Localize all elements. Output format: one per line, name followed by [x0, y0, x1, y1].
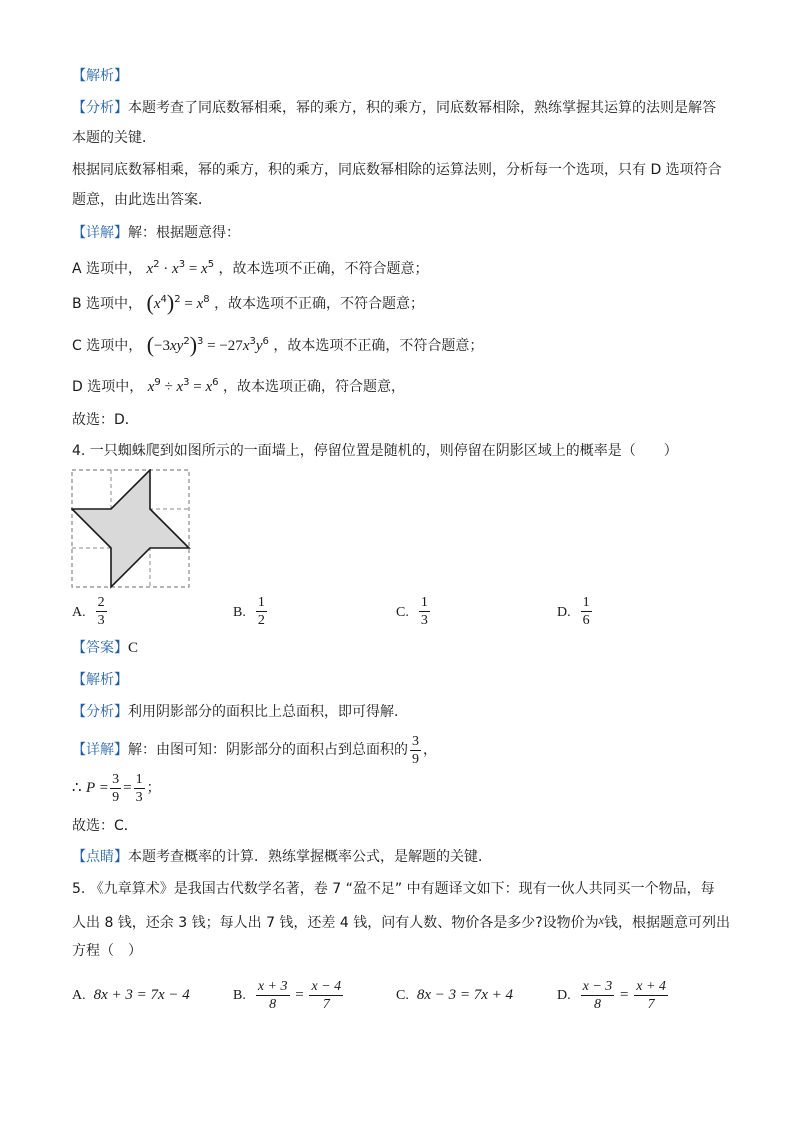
- q5-variable-x: x: [598, 913, 604, 927]
- q3-analysis-line-1: [72, 98, 716, 118]
- q4-dianjing-text: 本题考查概率的计算．熟练掌握概率公式，是解题的关键．: [128, 849, 492, 865]
- q5-option-b-right-fraction: $\frac{x - 4}{7}$: [311, 978, 342, 1012]
- q5-option-a-equation: 8x + 3 = 7x − 4: [93, 987, 190, 1003]
- q4-dianjing-tag: 【点睛】: [72, 849, 128, 865]
- q3-option-b-line: [72, 290, 424, 314]
- q4-option-d: D. $\frac{1}{6}$: [557, 595, 590, 628]
- q3-option-d-formula: $x^9 \div x^3 = x^6$: [147, 377, 219, 395]
- q4-option-c-fraction: $\frac{1}{3}$: [420, 595, 428, 628]
- q4-option-b: B. $\frac{1}{2}$: [233, 595, 265, 628]
- q4-xiangjie-text: 解：由图可知：阴影部分的面积占到总面积的: [128, 742, 408, 758]
- q4-stem: 4. 一只蜘蛛爬到如图所示的一面墙上，停留位置是随机的，则停留在阴影区域上的概率是（ ）: [72, 443, 678, 459]
- q3-answer: 故选：D．: [72, 412, 139, 428]
- q3-fenxi-text: 本题考查了同底数幂相乘，幂的乘方，积的乘方，同底数幂相除，熟练掌握其运算的法则是解答: [128, 100, 716, 116]
- q5-stem-line-2: 人出 8 钱，还余 3 钱；每人出 7 钱，还差 4 钱，问有人数、物价各是多少?设物价为x钱，根据题意可列出: [72, 913, 730, 931]
- q3-option-b-suffix: ，故本选项不正确，不符合题意；: [214, 296, 425, 312]
- q4-option-c: C. $\frac{1}{3}$: [396, 595, 428, 628]
- q3-option-a-formula: $x^2 \cdot x^3 = x^5$: [146, 259, 215, 277]
- q3-option-a-prefix: A 选项中，: [72, 261, 143, 277]
- q5-option-a: A. 8x + 3 = 7x − 4: [72, 987, 190, 1003]
- q4-fenxi-text: 利用阴影部分的面积比上总面积，即可得解．: [128, 704, 408, 720]
- q3-option-b-formula: $(x^4)^2 = x^8$: [146, 290, 210, 315]
- q3-fenxi-tag: 【分析】: [72, 100, 128, 116]
- q3-xiangjie-text: 解：根据题意得：: [128, 225, 240, 241]
- q4-answer: 故选：C．: [72, 818, 138, 834]
- q5-stem-line-3: 方程（ ）: [72, 943, 142, 959]
- q3-analysis-line-2: 本题的关键．: [72, 130, 156, 146]
- q3-option-c-line: [72, 332, 483, 356]
- q5-option-b-left-fraction: $\frac{x + 3}{8}$: [257, 978, 288, 1012]
- q3-detail-line: [72, 223, 240, 243]
- q4-option-a-fraction: $\frac{2}{3}$: [97, 595, 105, 628]
- q5-option-d-right-fraction: $\frac{x + 4}{7}$: [636, 978, 666, 1012]
- q5-option-d: D. $\frac{x - 3}{8}$ = $\frac{x + 4}{7}$: [557, 978, 666, 1012]
- q3-option-c-formula: $(-3xy^2)^3 = -27x^3y^6$: [146, 332, 269, 357]
- q3-analysis-line-3: 根据同底数幂相乘，幂的乘方，积的乘方，同底数幂相除的运算法则，分析每一个选项，只有 D 选项符合: [72, 162, 722, 178]
- q5-option-b: B. $\frac{x + 3}{8}$ = $\frac{x - 4}{7}$: [233, 978, 342, 1012]
- q5-stem-line-1: 5. 《九章算术》是我国古代数学名著，卷 7 “盈不足” 中有题译文如下：现有一伙人共同买一个物品，每: [72, 881, 715, 897]
- q4-result-fraction: $\frac{1}{3}$: [135, 771, 143, 805]
- q4-probability-line: ∴ P = $\frac{3}{9}$ = $\frac{1}{3}$ ；: [72, 771, 161, 805]
- q4-detail-line: 【详解】解：由图可知：阴影部分的面积占到总面积的 $\frac{3}{9}$ ，: [72, 733, 437, 767]
- q5-option-c: C. 8x − 3 = 7x + 4: [396, 987, 514, 1003]
- q4-jiexi-heading: 【解析】: [72, 672, 128, 688]
- q4-fenxi-tag: 【分析】: [72, 704, 128, 720]
- q4-area-fraction: $\frac{3}{9}$: [412, 733, 419, 767]
- q4-option-b-fraction: $\frac{1}{2}$: [257, 595, 265, 628]
- q3-option-a-suffix: ，故本选项不正确，不符合题意；: [218, 261, 429, 277]
- q4-dianjing-line: [72, 847, 492, 867]
- q4-option-d-fraction: $\frac{1}{6}$: [582, 595, 590, 628]
- q4-daan-tag: 【答案】: [72, 640, 128, 656]
- q3-option-d-line: [72, 373, 405, 397]
- q4-answer-line: [72, 638, 138, 658]
- q3-option-a-line: [72, 255, 429, 279]
- q3-option-c-suffix: ，故本选项不正确，不符合题意；: [273, 338, 484, 354]
- q3-option-d-suffix: ，故本选项正确，符合题意，: [222, 379, 405, 395]
- q4-option-a: A. $\frac{2}{3}$: [72, 595, 105, 628]
- shaded-star-shape: [72, 470, 189, 587]
- q4-analysis-line: [72, 702, 408, 722]
- q4-p-fraction: $\frac{3}{9}$: [112, 771, 120, 805]
- q5-option-c-equation: 8x − 3 = 7x + 4: [416, 987, 514, 1003]
- q3-analysis-line-4: 题意，由此选出答案．: [72, 192, 212, 208]
- q3-option-c-prefix: C 选项中，: [72, 338, 143, 354]
- q4-star-figure: [71, 469, 193, 591]
- q3-option-d-prefix: D 选项中，: [72, 379, 144, 395]
- q5-option-d-left-fraction: $\frac{x - 3}{8}$: [582, 978, 613, 1012]
- q4-xiangjie-tag: 【详解】: [72, 742, 128, 758]
- q3-xiangjie-tag: 【详解】: [72, 225, 128, 241]
- q4-daan-value: C: [128, 640, 139, 656]
- q3-jiexi-heading: 【解析】: [72, 68, 128, 84]
- q3-option-b-prefix: B 选项中，: [72, 296, 143, 312]
